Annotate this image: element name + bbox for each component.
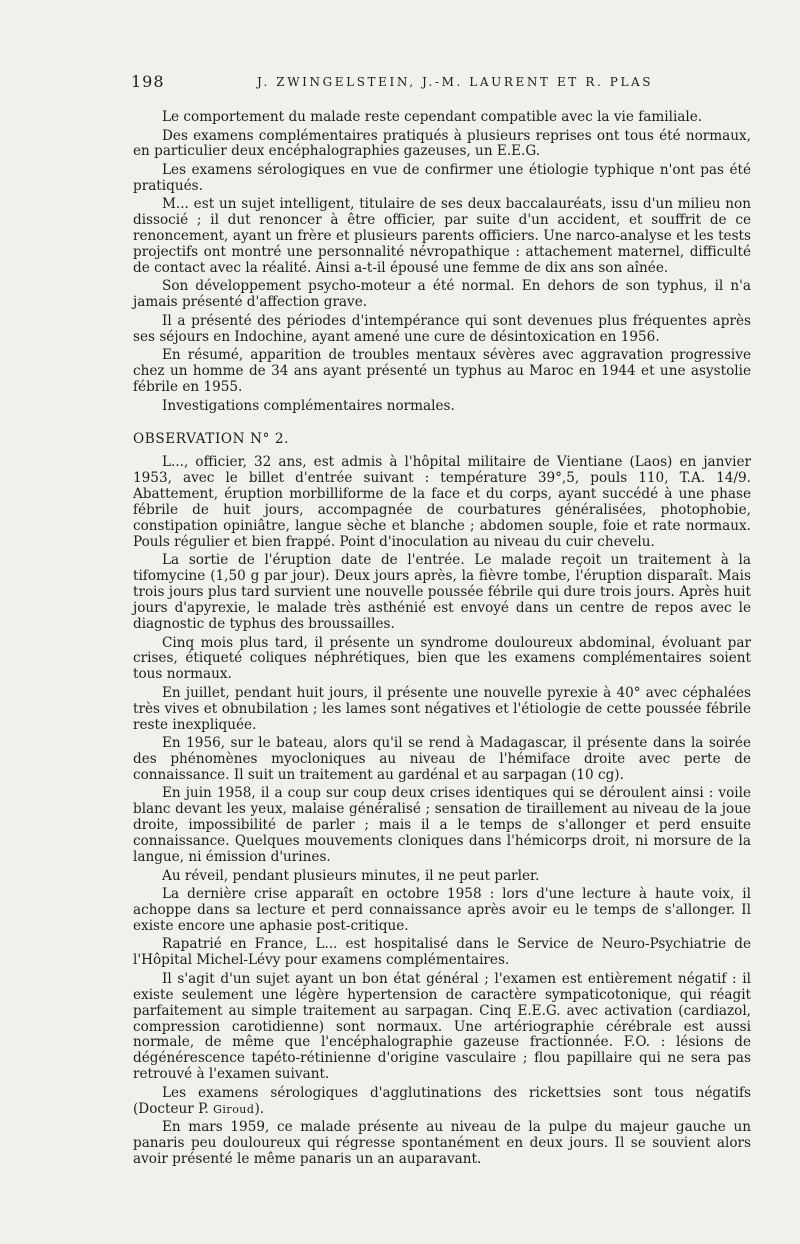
paragraph: Il a présenté des périodes d'intempérance qui sont devenues plus fréquentes après ses séjours en Indochine, ayant amené une cure de désintoxication en 1956.	[133, 312, 751, 345]
paragraph: Le comportement du malade reste cependant compatible avec la vie familiale.	[162, 109, 703, 125]
paragraph: Au réveil, pendant plusieurs minutes, il ne peut parler.	[162, 867, 540, 884]
paragraph: La dernière crise apparaît en octobre 1958 : lors d'une lecture à haute voix, il achoppe dans sa lecture et perd connaissance après avoir eu le temps de s'allonger. Il existe encore une aphasie post-critique.	[133, 886, 751, 934]
paragraph: M... est un sujet intelligent, titulaire de ses deux baccalauréats, issu d'un milieu non dissocié ; il dut renoncer à être officier, par suite d'un accident, et souffrit de ce renoncement, ayant un frère et plusieurs parents officiers. Une narco-analyse et les tests projectifs ont montré une personnalité névropathique : attachement maternel, difficulté de contact avec la réalité. Ainsi a-t-il épousé une femme de dix ans son aînée.	[133, 196, 751, 276]
paragraph: En juin 1958, il a coup sur coup deux crises identiques qui se déroulent ainsi : voile blanc devant les yeux, malaise généralisé ; sensation de tiraillement au niveau de la joue droite, impossibilité de parler ; mais il a le temps de s'allonger et perd ensuite connaissance. Quelques mouvements cloniques dans l'hémicorps droit, ni morsure de la langue, ni émission d'urines.	[133, 785, 751, 866]
paragraph: Rapatrié en France, L... est hospitalisé dans le Service de Neuro-Psychiatrie de l'Hôpital Michel-Lévy pour examens complémentaires.	[133, 936, 751, 969]
paragraph: Les examens sérologiques en vue de confirmer une étiologie typhique n'ont pas été pratiqués.	[133, 161, 751, 194]
paragraph: Il s'agit d'un sujet ayant un bon état général ; l'examen est entièrement négatif : il existe seulement une légère hypertension de caractère sympaticotonique, qui réagit parfaitement au simple traitement au sarpagan. Cinq E.E.G. avec activation (cardiazol, compression carotidienne) sont normaux. Une artériographie cérébrale est aussi normale, de même que l'encéphalographie gazeuse fractionnée. F.O. : lésions de dégénérescence tapéto-rétinienne d'origine vasculaire ; flou papillaire qui ne sera pas retrouvé à l'examen suivant.	[133, 970, 751, 1083]
paragraph: En 1956, sur le bateau, alors qu'il se rend à Madagascar, il présente dans la soirée des phénomènes myocloniques au niveau de l'hémiface droite avec perte de connaissance. Il suit un traitement au gardénal et au sarpagan (10 cg).	[133, 735, 751, 783]
section-heading: OBSERVATION N° 2.	[133, 431, 290, 448]
serology-tail: ).	[254, 1100, 265, 1117]
paragraph: Investigations complémentaires normales.	[162, 397, 455, 414]
page-number: 198	[131, 72, 165, 91]
paragraph: L..., officier, 32 ans, est admis à l'hôpital militaire de Vientiane (Laos) en janvier 1953, avec le billet d'entrée suivant : température 39°,5, pouls 110, T.A. 14/9. Abattement, éruption morbilliforme de la face et du corps, ayant succédé à une phase fébrile de huit jours, accompagnée de courbatures généralisées, photophobie, constipation opiniâtre, langue sèche et blanche ; abdomen souple, foie et rate normaux. Pouls régulier et bien frappé. Point d'inoculation au niveau du cuir chevelu.	[133, 454, 751, 550]
serology-text: Les examens sérologiques d'agglutinations des rickettsies sont tous négatifs (Docteur P.	[133, 1084, 751, 1117]
paragraph: En juillet, pendant huit jours, il présente une nouvelle pyrexie à 40° avec céphalées très vives et obnubilation ; les lames sont négatives et l'étiologie de cette poussée fébrile reste inexpliquée.	[133, 684, 751, 733]
body-text	[133, 110, 751, 1170]
paragraph: Cinq mois plus tard, il présente un syndrome douloureux abdominal, évoluant par crises, étiqueté coliques néphrétiques, bien que les examens complémentaires soient tous normaux.	[133, 634, 751, 683]
paragraph: La sortie de l'éruption date de l'entrée. Le malade reçoit un traitement à la tifomycine (1,50 g par jour). Deux jours après, la fièvre tombe, l'éruption disparaît. Mais trois jours plus tard survient une nouvelle poussée fébrile qui dure trois jours. Après huit jours d'apyrexie, le malade très asthénié est envoyé dans un centre de repos avec le diagnostic de typhus des broussailles.	[133, 552, 751, 633]
paragraph: Son développement psycho-moteur a été normal. En dehors de son typhus, il n'a jamais présenté d'affection grave.	[133, 278, 751, 311]
paragraph: Des examens complémentaires pratiqués à plusieurs reprises ont tous été normaux, en particulier deux encéphalographies gazeuses, un E.E.G.	[133, 127, 751, 160]
paragraph: En résumé, apparition de troubles mentaux sévères avec aggravation progressive chez un homme de 34 ans ayant présenté un typhus au Maroc en 1944 et une asystolie fébrile en 1955.	[133, 347, 751, 396]
running-head: J. ZWINGELSTEIN, J.-M. LAURENT ET R. PLAS	[257, 75, 654, 89]
serology-paragraph	[133, 1086, 751, 1118]
page-header	[131, 72, 753, 94]
final-paragraph: En mars 1959, ce malade présente au niveau de la pulpe du majeur gauche un panaris peu douloureux qui régresse spontanément en deux jours. Il se souvient alors avoir présenté le même panaris un an auparavant.	[133, 1119, 751, 1167]
author-name: Giroud	[213, 1102, 255, 1116]
